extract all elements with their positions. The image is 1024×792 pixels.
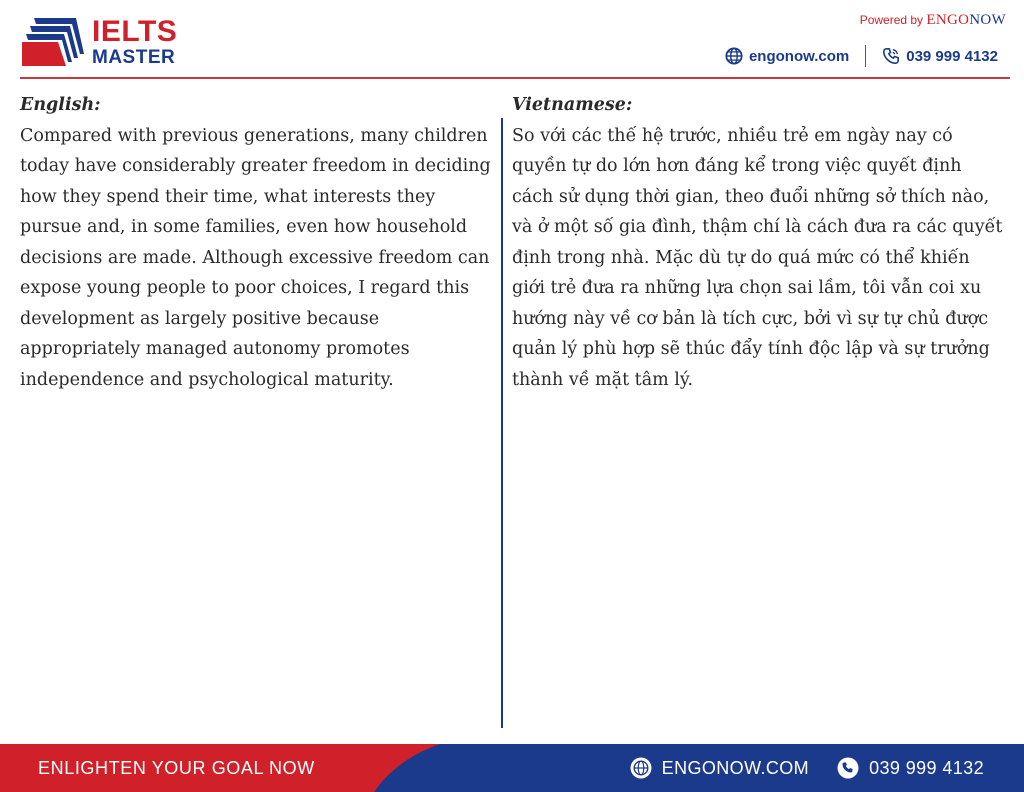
footer-phone-text: 039 999 4132 xyxy=(869,757,984,778)
header-website-link[interactable] xyxy=(725,47,849,65)
english-heading: English: xyxy=(20,95,101,115)
ielts-master-logo[interactable] xyxy=(20,14,190,70)
wordmark-now: NOW xyxy=(969,12,1006,28)
column-divider xyxy=(501,118,503,728)
header-phone-text: 039 999 4132 xyxy=(906,47,998,65)
footer-website-link[interactable] xyxy=(630,757,809,779)
header-contact xyxy=(725,44,998,68)
vietnamese-heading: Vietnamese: xyxy=(512,95,633,115)
contact-divider xyxy=(865,45,866,67)
logo-text-master: MASTER xyxy=(92,47,176,68)
phone-icon xyxy=(837,757,859,779)
vietnamese-column xyxy=(512,90,1004,395)
english-paragraph: Compared with previous generations, many children today have considerably greater freedom in deciding how they spend their time, what interests they pursue and, in some families, even how household decisions are made. Although excessive freedom can expose young people to poor choices, I regard this development as largely positive because appropriately managed autonomy promotes independence and psychological maturity. xyxy=(20,125,491,390)
engonow-wordmark[interactable] xyxy=(926,12,1006,28)
book-stripes-icon xyxy=(20,14,88,68)
header-website-text: engonow.com xyxy=(748,47,850,65)
footer-website-text: ENGONOW.COM xyxy=(661,757,810,778)
page-header xyxy=(0,0,1024,80)
footer-slogan: ENLIGHTEN YOUR GOAL NOW xyxy=(38,758,315,778)
english-column xyxy=(20,90,495,395)
footer-phone-link[interactable] xyxy=(837,757,984,779)
page-footer xyxy=(0,744,1024,792)
phone-icon xyxy=(882,47,900,65)
header-divider xyxy=(20,77,1010,79)
vietnamese-paragraph: So với các thế hệ trước, nhiều trẻ em ngày nay có quyền tự do lớn hơn đáng kể trong việc quyết định cách sử dụng thời gian, theo đuổi những sở thích nào, và ở một số gia đình, thậm chí là cách đưa ra các quyết định trong nhà. Mặc dù tự do quá mức có thể khiến giới trẻ đưa ra những lựa chọn sai lầm, tôi vẫn coi xu hướng này về cơ bản là tích cực, bởi vì sự tự chủ được quản lý phù hợp sẽ thúc đẩy tính độc lập và sự trưởng thành về mặt tâm lý. xyxy=(512,125,1003,390)
globe-icon xyxy=(630,757,652,779)
globe-icon xyxy=(725,47,743,65)
logo-text-ielts: IELTS xyxy=(92,15,178,48)
header-phone-link[interactable] xyxy=(882,47,998,65)
footer-contact xyxy=(630,744,984,792)
powered-by-label: Powered by xyxy=(859,13,927,27)
powered-by xyxy=(860,12,1006,29)
wordmark-engo: ENGO xyxy=(926,12,970,28)
